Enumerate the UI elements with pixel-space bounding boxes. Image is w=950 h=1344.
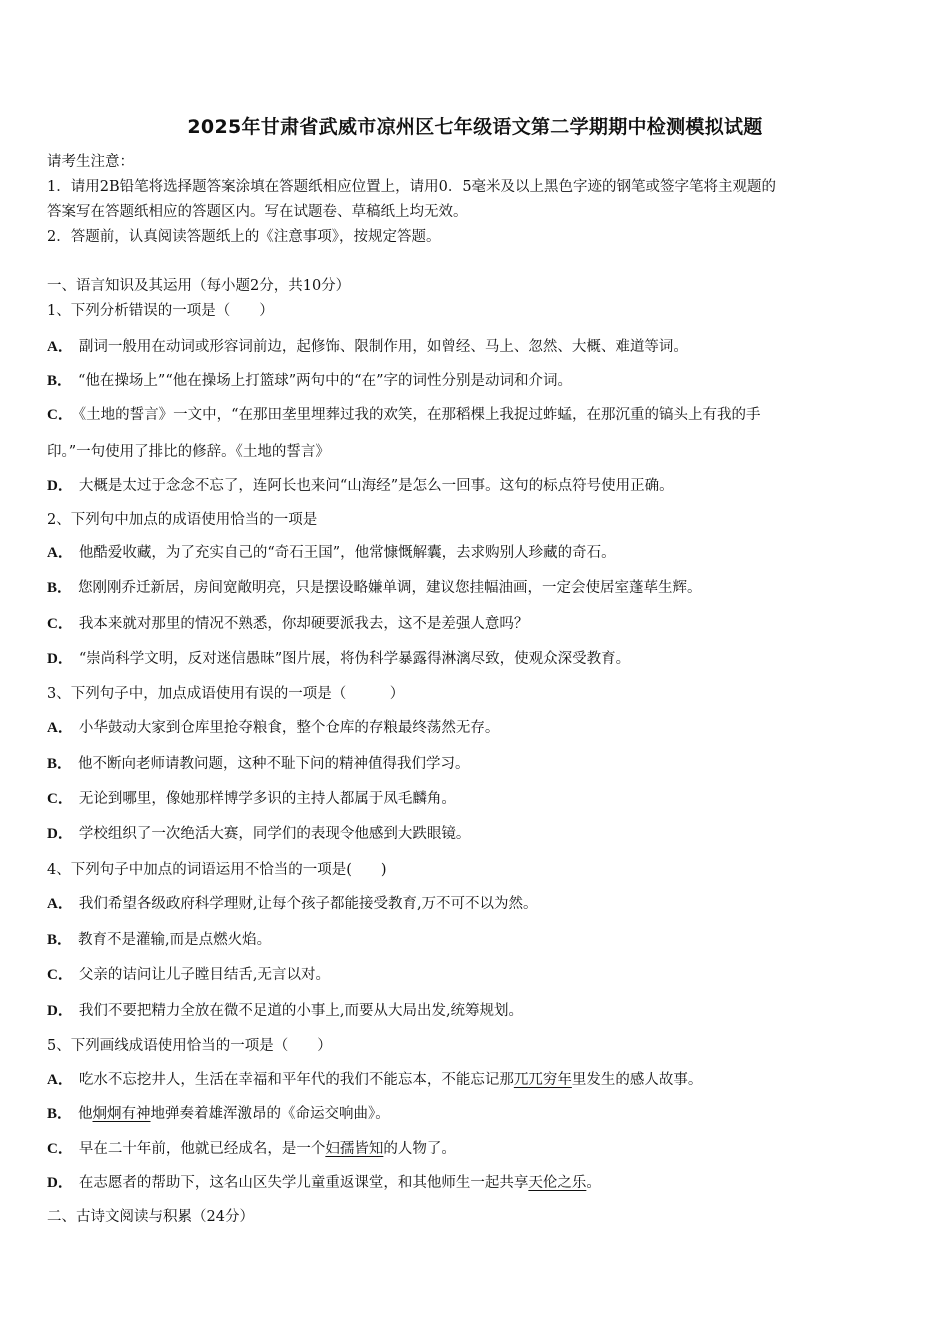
option-letter: A． (47, 1072, 73, 1088)
option-text: 教育不是灌输,而是点燃火焰。 (78, 932, 272, 948)
question-2-option-a (47, 543, 616, 563)
option-letter: B． (47, 756, 73, 772)
section-2-heading: 二、古诗文阅读与积累（24分） (47, 1209, 254, 1225)
option-text-after: 地弹奏着雄浑激昂的《命运交响曲》。 (150, 1106, 390, 1122)
question-4-stem: 4、下列句子中加点的词语运用不恰当的一项是( ) (47, 862, 387, 878)
option-text: 他不断向老师请教问题，这种不耻下问的精神值得我们学习。 (78, 756, 470, 772)
question-2-option-b (47, 578, 702, 598)
question-1-option-c-continued (47, 442, 330, 462)
option-text: “崇尚科学文明，反对迷信愚昧”图片展，将伪科学暴露得淋漓尽致，使观众深受教育。 (78, 651, 631, 667)
option-text: 印。”一句使用了排比的修辞。《土地的誓言》 (47, 444, 330, 460)
question-4-option-d (47, 1001, 523, 1021)
option-letter: D． (47, 1003, 73, 1019)
option-letter: B． (47, 932, 73, 948)
option-letter: A． (47, 896, 73, 912)
option-text: “他在操场上”“他在操场上打篮球”两句中的“在”字的词性分别是动词和介词。 (78, 373, 572, 389)
question-1-stem: 1、下列分析错误的一项是（ ） (47, 303, 274, 319)
option-text: 副词一般用在动词或形容词前边，起修饰、限制作用，如曾经、马上、忽然、大概、难道等词。 (78, 339, 688, 355)
option-text-before: 吃水不忘挖井人，生活在幸福和平年代的我们不能忘本，不能忘记那 (78, 1072, 514, 1088)
option-letter: C． (47, 1141, 73, 1157)
option-letter: D． (47, 651, 73, 667)
underlined-idiom: 天伦之乐 (528, 1175, 587, 1191)
option-text: 我本来就对那里的情况不熟悉，你却硬要派我去，这不是差强人意吗？ (78, 616, 529, 632)
option-text: 我们不要把精力全放在微不足道的小事上,而要从大局出发,统筹规划。 (78, 1003, 524, 1019)
question-3-stem: 3、下列句子中，加点成语使用有误的一项是（ ） (47, 686, 405, 702)
notice-item-2: 2．答题前，认真阅读答题纸上的《注意事项》，按规定答题。 (47, 229, 441, 245)
option-text: 学校组织了一次绝活大赛，同学们的表现令他感到大跌眼镜。 (78, 826, 471, 842)
question-3-option-c (47, 789, 456, 809)
option-text-after: 里发生的感人故事。 (571, 1072, 703, 1088)
option-letter: B． (47, 1106, 73, 1122)
option-text-after: 的人物了。 (383, 1141, 456, 1157)
option-letter: D． (47, 1175, 73, 1191)
page-title: 2025年甘肃省武威市凉州区七年级语文第二学期期中检测模拟试题 (187, 116, 763, 138)
option-text: 大概是太过于念念不忘了，连阿长也来问“山海经”是怎么一回事。这句的标点符号使用正确。 (78, 478, 674, 494)
option-text: 您刚刚乔迁新居，房间宽敞明亮，只是摆设略嫌单调，建议您挂幅油画，一定会使居室蓬荜生辉。 (78, 580, 702, 596)
question-3-option-d (47, 824, 470, 844)
option-letter: D． (47, 826, 73, 842)
option-letter: A． (47, 720, 73, 736)
question-3-option-a (47, 718, 499, 738)
option-letter: C． (47, 967, 73, 983)
question-2-option-c (47, 614, 528, 634)
option-letter: A． (47, 545, 73, 561)
notice-item-1-line-1: 1．请用2B铅笔将选择题答案涂填在答题纸相应位置上，请用0．5毫米及以上黑色字迹的钢笔或签字笔将主观题的 (47, 179, 777, 195)
option-letter: A． (47, 339, 73, 355)
question-1-option-c (47, 405, 761, 425)
option-text: 无论到哪里，像她那样博学多识的主持人都属于凤毛麟角。 (78, 791, 456, 807)
question-1-option-b (47, 371, 572, 391)
question-4-option-b (47, 930, 271, 950)
question-5-option-b (47, 1104, 390, 1124)
option-letter: C． (47, 407, 73, 423)
question-5-option-d (47, 1173, 601, 1193)
question-1-option-d (47, 476, 674, 496)
option-letter: B． (47, 373, 73, 389)
question-5-option-a (47, 1070, 702, 1090)
option-text: 《土地的誓言》一文中，“在那田垄里埋葬过我的欢笑，在那稻棵上我捉过蚱蜢，在那沉重的镐头上有我的手 (78, 407, 761, 423)
option-letter: C． (47, 616, 73, 632)
notice-heading: 请考生注意： (47, 154, 134, 170)
underlined-idiom: 妇孺皆知 (325, 1141, 384, 1157)
question-2-option-d (47, 649, 630, 669)
option-letter: B． (47, 580, 73, 596)
section-1-heading: 一、语言知识及其运用（每小题2分，共10分） (47, 278, 351, 294)
option-letter: C． (47, 791, 73, 807)
question-5-stem: 5、下列画线成语使用恰当的一项是（ ） (47, 1038, 332, 1054)
question-4-option-c (47, 965, 330, 985)
notice-item-1-line-2: 答案写在答题纸相应的答题区内。写在试题卷、草稿纸上均无效。 (47, 204, 468, 220)
question-1-option-a (47, 337, 688, 357)
question-2-stem: 2、下列句中加点的成语使用恰当的一项是 (47, 512, 318, 528)
underlined-idiom: 兀兀穷年 (513, 1072, 572, 1088)
question-3-option-b (47, 754, 470, 774)
option-text-before: 在志愿者的帮助下，这名山区失学儿童重返课堂，和其他师生一起共享 (78, 1175, 529, 1191)
question-4-option-a (47, 894, 538, 914)
option-text: 父亲的诘问让儿子瞠目结舌,无言以对。 (78, 967, 330, 983)
option-letter: D． (47, 478, 73, 494)
option-text-before: 早在二十年前，他就已经成名，是一个 (78, 1141, 326, 1157)
option-text: 他酷爱收藏，为了充实自己的“奇石王国”，他常慷慨解囊，去求购别人珍藏的奇石。 (78, 545, 616, 561)
underlined-idiom: 炯炯有神 (92, 1106, 151, 1122)
option-text-after: 。 (586, 1175, 601, 1191)
option-text: 小华鼓动大家到仓库里抢夺粮食，整个仓库的存粮最终荡然无存。 (78, 720, 500, 736)
question-5-option-c (47, 1139, 456, 1159)
option-text-before: 他 (78, 1106, 93, 1122)
option-text: 我们希望各级政府科学理财,让每个孩子都能接受教育,万不可不以为然。 (78, 896, 538, 912)
